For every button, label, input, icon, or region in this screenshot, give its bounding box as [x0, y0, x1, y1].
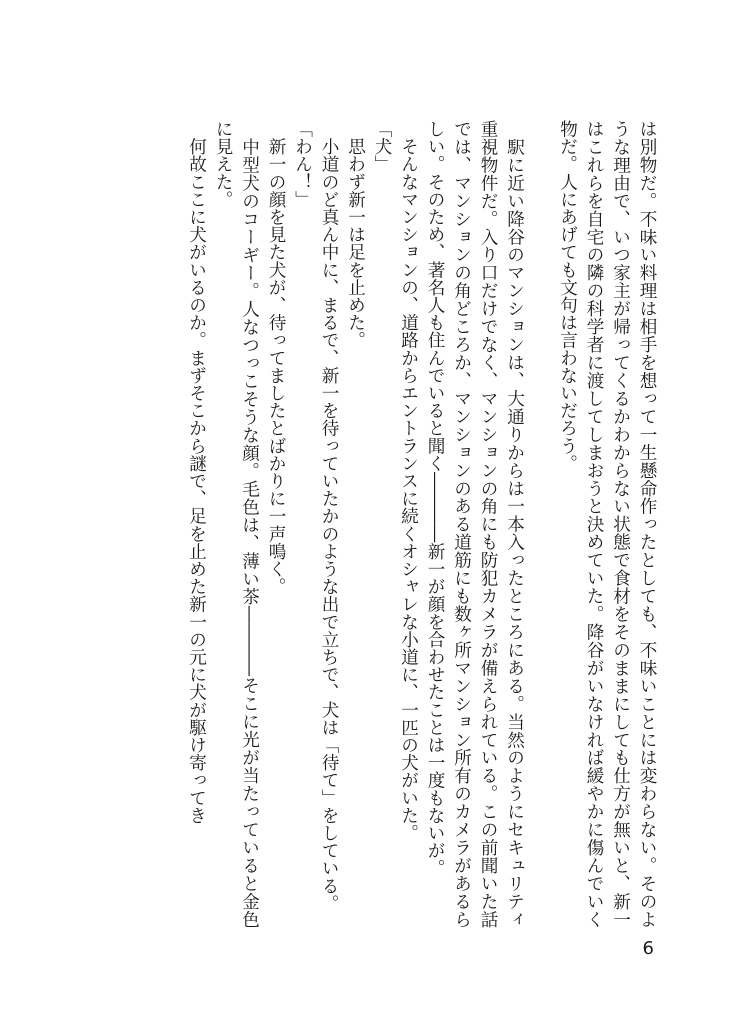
paragraph-9: 中型犬のコーギー。人なつっこそうな顔。毛色は、薄い茶――――そこに光が当たっていると金色に見えた。: [213, 120, 260, 928]
paragraph-6: 小道のど真ん中に、まるで、新一を待っていたかのような出で立ちで、犬は「待て」をしている。: [319, 120, 339, 912]
paragraph-2: 駅に近い降谷のマンションは、大通りからは一本入ったところにある。当然のようにセキュリティ重視物件だ。入り口だけでなく、マンションの角にも防犯カメラが備えられている。この前聞いた話では、マンションの角どころか、マンションのある道筋にも数ヶ所マンション所有のカメラがあるらしい。そのため、著名人も住んでいると聞く――――新一が顔を合わせたことは一度もないが。: [425, 120, 525, 928]
paragraph-3: そんなマンションの、道路からエントランスに続くオシャレな小道に、一匹の犬がいた。: [398, 120, 419, 842]
body-text-area: [120, 120, 660, 928]
paragraph-10: 何故ここに犬がいるのか。まずそこから謎で、足を止めた新一の元に犬が駆け寄ってき: [186, 120, 207, 824]
paragraph-7: 「わん！」: [292, 120, 313, 208]
paragraph-4: 「犬」: [372, 120, 392, 173]
page-number: 6: [642, 938, 654, 959]
paragraph-8: 新一の顔を見た犬が、待ってましたとばかりに一声鳴く。: [266, 120, 286, 596]
paragraph-5: 思わず新一は足を止めた。: [345, 120, 366, 349]
vertical-text-block: [120, 120, 660, 928]
blank-line: [528, 120, 555, 928]
paragraph-1: は別物だ。不味い料理は相手を想って一生懸命作ったとしても、不味いことには変わらない。そのような理由で、いつ家主が帰ってくるかわからない状態で食材をそのままにしても仕方が無いと、新一はこれらを自宅の隣の科学者に渡してしまおうと決めていた。降谷がいなければ緩やかに傷んでいく物だ。人にあげても文句は言わないだろう。: [557, 120, 657, 928]
